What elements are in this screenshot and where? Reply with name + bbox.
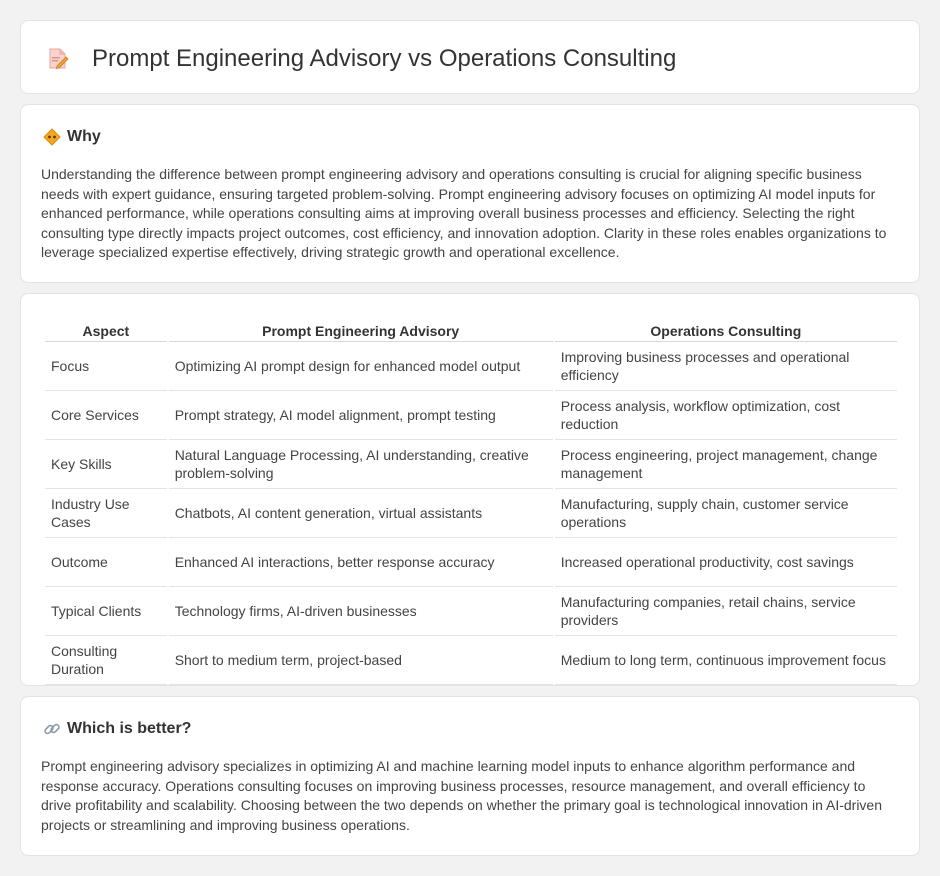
header-aspect: Aspect bbox=[45, 316, 167, 342]
comparison-table bbox=[43, 316, 899, 685]
row-prompt-value: Prompt strategy, AI model alignment, prompt testing bbox=[169, 391, 553, 440]
row-aspect: Industry Use Cases bbox=[45, 489, 167, 538]
row-operations-value: Medium to long term, continuous improvement focus bbox=[555, 636, 897, 685]
row-operations-value: Improving business processes and operational efficiency bbox=[555, 342, 897, 391]
row-prompt-value: Natural Language Processing, AI understanding, creative problem-solving bbox=[169, 440, 553, 489]
table-row bbox=[45, 636, 897, 685]
row-prompt-value: Enhanced AI interactions, better response accuracy bbox=[169, 538, 553, 587]
table-row bbox=[45, 342, 897, 391]
table-row bbox=[45, 538, 897, 587]
which-better-section bbox=[20, 696, 920, 856]
row-operations-value: Process analysis, workflow optimization, cost reduction bbox=[555, 391, 897, 440]
row-aspect: Core Services bbox=[45, 391, 167, 440]
which-better-paragraph: Prompt engineering advisory specializes in optimizing AI and machine learning model inputs to enhance algorithm performance and response accuracy. Operations consulting focuses on improving business processes, resource management, and overall efficiency to drive profitability and scalability. Choosing between the two depends on whether the primary goal is technological innovation in AI-driven projects or streamlining and improving business operations. bbox=[41, 758, 883, 833]
row-aspect: Focus bbox=[45, 342, 167, 391]
table-row bbox=[45, 587, 897, 636]
row-prompt-value: Chatbots, AI content generation, virtual assistants bbox=[169, 489, 553, 538]
why-heading: Why bbox=[67, 128, 101, 145]
row-aspect: Key Skills bbox=[45, 440, 167, 489]
row-aspect: Consulting Duration bbox=[45, 636, 167, 685]
why-section bbox=[20, 104, 920, 283]
edit-document-icon bbox=[47, 47, 69, 71]
why-paragraph: Understanding the difference between prompt engineering advisory and operations consulting is crucial for aligning specific business needs with expert guidance, ensuring targeted problem-solving. Prompt engineering advisory focuses on optimizing AI model inputs for enhanced performance, while operations consulting aims at improving overall business processes and efficiency. Selecting the right consulting type directly impacts project outcomes, cost efficiency, and innovation adoption. Clarity in these roles enables organizations to leverage specialized expertise effectively, driving strategic growth and operational excellence. bbox=[41, 166, 887, 260]
row-prompt-value: Technology firms, AI-driven businesses bbox=[169, 587, 553, 636]
row-operations-value: Increased operational productivity, cost savings bbox=[555, 538, 897, 587]
header-operations-consulting: Operations Consulting bbox=[555, 316, 897, 342]
title-card bbox=[20, 20, 920, 94]
link-icon bbox=[43, 720, 61, 738]
table-row bbox=[45, 440, 897, 489]
header-prompt-engineering: Prompt Engineering Advisory bbox=[169, 316, 553, 342]
row-prompt-value: Optimizing AI prompt design for enhanced model output bbox=[169, 342, 553, 391]
row-operations-value: Manufacturing, supply chain, customer service operations bbox=[555, 489, 897, 538]
table-row bbox=[45, 489, 897, 538]
page-title: Prompt Engineering Advisory vs Operations Consulting bbox=[92, 45, 677, 72]
row-operations-value: Process engineering, project management, change management bbox=[555, 440, 897, 489]
comparison-section bbox=[20, 293, 920, 686]
row-aspect: Outcome bbox=[45, 538, 167, 587]
row-operations-value: Manufacturing companies, retail chains, service providers bbox=[555, 587, 897, 636]
row-aspect: Typical Clients bbox=[45, 587, 167, 636]
table-row bbox=[45, 391, 897, 440]
table-header-row bbox=[45, 316, 897, 342]
row-prompt-value: Short to medium term, project-based bbox=[169, 636, 553, 685]
which-better-heading: Which is better? bbox=[67, 720, 192, 737]
diamond-sign-icon bbox=[43, 128, 61, 146]
